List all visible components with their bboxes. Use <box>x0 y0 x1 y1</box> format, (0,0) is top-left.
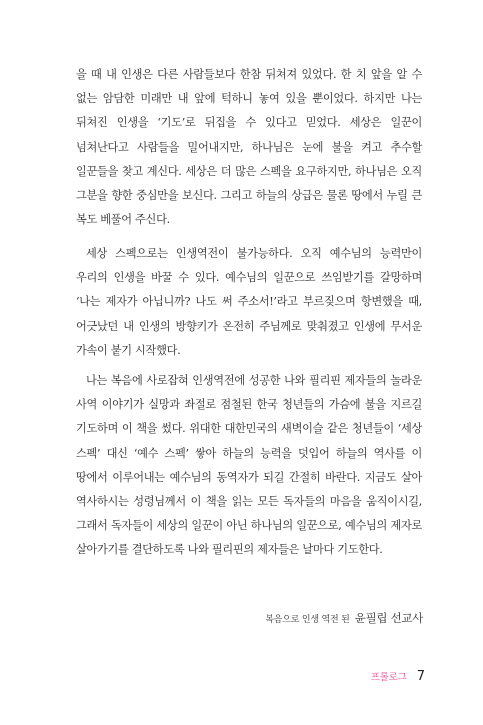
page-number: 7 <box>416 669 425 684</box>
author-signature <box>265 607 423 626</box>
section-label: 프롤로그 <box>370 672 407 683</box>
signature-caption: 복음으로 인생 역전 된 <box>265 615 350 625</box>
author-name: 윤필립 선교사 <box>354 611 423 625</box>
body-paragraph-3: 나는 복음에 사로잡혀 인생역전에 성공한 나와 필리핀 제자들의 놀라운 사역 이야기가 실망과 좌절로 점철된 한국 청년들의 가슴에 불을 지르길 기도하며 이 책을 썼다. 위대한 대한민국의 새벽이슬 같은 청년들이 ‘세상 스펙’ 대신 ‘예수 스펙’ 쌓아 하늘의 능력을 덧입어 하늘의 역사를 이 땅에서 이루어내는 예수님의 동역자가 되길 간절히 바란다. 지금도 살아 역사하시는 성령님께서 이 책을 읽는 모든 독자들의 마음을 움직이시길, 그래서 독자들이 세상의 일꾼이 아닌 하나님의 일꾼으로, 예수님의 제자로 살아가기를 결단하도록 나와 필리핀의 제자들은 날마다 기도한다. <box>76 374 422 557</box>
page-footer <box>371 665 425 684</box>
body-paragraph-2: 세상 스펙으로는 인생역전이 불가능하다. 오직 예수님의 능력만이 우리의 인생을 바꿀 수 있다. 예수님의 일꾼으로 쓰임받기를 갈망하며 ‘나는 제자가 아닙니까? 나도 써 주소서!’라고 부르짖으며 항변했을 때, 어긋났던 내 인생의 방향키가 온전히 주님께로 맞춰졌고 인생에 무서운 가속이 붙기 시작했다. <box>76 247 422 357</box>
body-paragraph-1: 을 때 내 인생은 다른 사람들보다 한참 뒤쳐져 있었다. 한 치 앞을 알 수 없는 암담한 미래만 내 앞에 턱하니 놓여 있을 뿐이었다. 하지만 나는 뒤쳐진 인생을 ‘기도’로 뒤집을 수 있다고 믿었다. 세상은 일꾼이 넘쳐난다고 사람들을 밀어내지만, 하나님은 눈에 불을 켜고 추수할 일꾼들을 찾고 계신다. 세상은 더 많은 스펙을 요구하지만, 하나님은 오직 그분을 향한 중심만을 보신다. 그리고 하늘의 상급은 물론 땅에서 누릴 큰 복도 베풀어 주신다. <box>76 68 422 227</box>
